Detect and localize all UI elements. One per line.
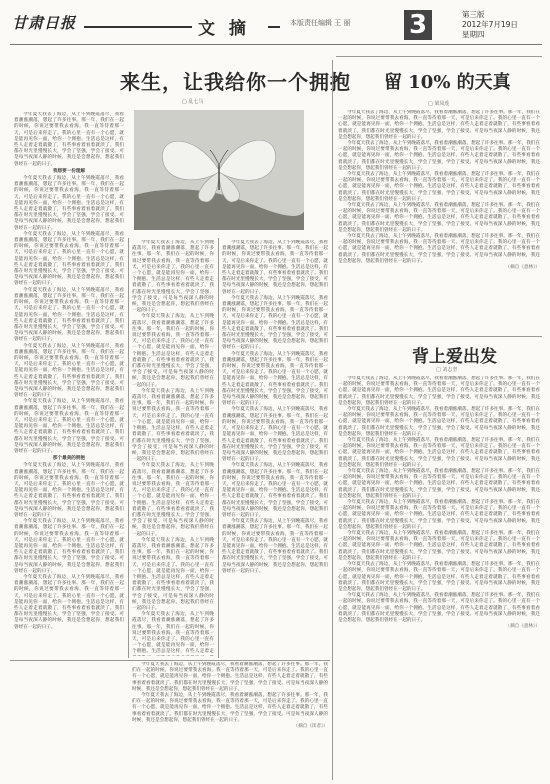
masthead-divider xyxy=(10,44,542,45)
paragraph: 今年夏天我去了海边，从上午到晚霞落尽，我看着潮涨潮落，想起了许多往事。那一年，我们在一起的时候，你说过要带我去看海，我一直等待着那一天，可是后来你走了。我的心里一直有一个心愿，就是能再见你一面，给你一个拥抱。生活总是这样，有些人走着走着就散了，有些事看着看着就淡了。我们都在时光里慢慢长大，学会了坚强，学会了接受。可是每当夜深人静的时候，我还是会想起你，想起我们曾经在一起的日子。 xyxy=(338,531,540,561)
article-b-author: □ 梁凤莲 xyxy=(428,101,450,107)
issue-meta xyxy=(462,10,518,40)
article-b-title: 留 10% 的天真 xyxy=(384,72,511,93)
paragraph: 今年夏天我去了海边，从上午到晚霞落尽，我看着潮涨潮落，想起了许多往事。那一年，我们在一起的时候，你说过要带我去看海，我一直等待着那一天，可是后来你走了。我的心里一直有一个心愿，就是能再见你一面，给你一个拥抱。生活总是这样，有些人走着走着就散了，有些事看着看着就淡了。我们都在时光里慢慢长大，学会了坚强，学会了接受。可是每当夜深人静的时候，我还是会想起你，想起我们曾经在一起的日子。 xyxy=(338,562,540,592)
paragraph: 今年夏天我去了海边，从上午到晚霞落尽，我看着潮涨潮落，想起了许多往事。那一年，我们在一起的时候，你说过要带我去看海，我一直等待着那一天，可是后来你走了。我的心里一直有一个心愿，就是能再见你一面，给你一个拥抱。生活总是这样，有些人走着走着就散了，有些事看着看着就淡了。我们都在时光里慢慢长大，学会了坚强，学会了接受。可是每当夜深人静的时候，我还是会想起你，想起我们曾经在一起的日子。 xyxy=(222,240,328,295)
newspaper-logo: 甘肃日报 xyxy=(12,14,77,32)
issue-weekday: 星期四 xyxy=(462,30,485,39)
paragraph: 今年夏天我去了海边，从上午到晚霞落尽，我看着潮涨潮落，想起了许多往事。那一年，我们在一起的时候，你说过要带我去看海，我一直等待着那一天，可是后来你走了。我的心里一直有一个心愿，就是能再见你一面，给你一个拥抱。生活总是这样，有些人走着走着就散了，有些事看着看着就淡了。我们都在时光里慢慢长大，学会了坚强，学会了接受。可是每当夜深人静的时候，我还是会想起你，想起我们曾经在一起的日子。 xyxy=(132,463,214,537)
paragraph: 今年夏天我去了海边，从上午到晚霞落尽，我看着潮涨潮落，想起了许多往事。那一年，我们在一起的时候，你说过要带我去看海，我一直等待着那一天，可是后来你走了。我的心里一直有一个心愿，就是能再见你一面，给你一个拥抱。生活总是这样，有些人走着走着就散了，有些事看着看着就淡了。我们都在时光里慢慢长大，学会了坚强，学会了接受。可是每当夜深人静的时候，我还是会想起你，想起我们曾经在一起的日子。 xyxy=(14,399,124,454)
paragraph: 今年夏天我去了海边，从上午到晚霞落尽，我看着潮涨潮落，想起了许多往事。那一年，我们在一起的时候，你说过要带我去看海，我一直等待着那一天，可是后来你走了。我的心里一直有一个心愿，就是能再见你一面，给你一个拥抱。生活总是这样，有些人走着走着就散了，有些事看着看着就淡了。我们都在时光里慢慢长大，学会了坚强，学会了接受。可是每当夜深人静的时候，我还是会想起你，想起我们曾经在一起的日子。 xyxy=(132,693,328,723)
paragraph: 今年夏天我去了海边，从上午到晚霞落尽，我看着潮涨潮落，想起了许多往事。那一年，我们在一起的时候，你说过要带我去看海，我一直等待着那一天，可是后来你走了。我的心里一直有一个心愿，就是能再见你一面，给你一个拥抱。生活总是这样，有些人走着走着就散了，有些事看着看着就淡了。我们都在时光里慢慢长大，学会了坚强，学会了接受。可是每当夜深人静的时候，我还是会想起你，想起我们曾经在一起的日子。 xyxy=(338,407,540,437)
paragraph: 今年夏天我去了海边，从上午到晚霞落尽，我看着潮涨潮落，想起了许多往事。那一年，我们在一起的时候，你说过要带我去看海，我一直等待着那一天，可是后来你走了。我的心里一直有一个心愿，就是能再见你一面，给你一个拥抱。生活总是这样，有些人走着走着就散了，有些事看着看着就淡了。我们都在时光里慢慢长大，学会了坚强，学会了接受。可是每当夜深人静的时候，我还是会想起你，想起我们曾经在一起的日子。 xyxy=(222,407,328,463)
section-title: 文 摘 xyxy=(198,19,250,39)
article-a-author: □ 乱七马 xyxy=(182,99,204,105)
article-b-column xyxy=(338,110,540,330)
article-a-subhead-2: 那个最美的拥抱 xyxy=(52,456,86,462)
paragraph: 今年夏天我去了海边，从上午到晚霞落尽，我看着潮涨潮落，想起了许多往事。那一年，我们在一起的时候，你说过要带我去看海，我一直等待着那一天，可是后来你走了。我的心里一直有一个心愿，就是能再见你一面，给你一个拥抱。生活总是这样，有些人走着走着就散了，有些事看着看着就淡了。我们都在时光里慢慢长大，学会了坚强，学会了接受。可是每当夜深人静的时候，我还是会想起你，想起我们曾经在一起的日子。 xyxy=(338,141,540,171)
edition-label: 第三版 xyxy=(462,10,485,19)
paragraph: 今年夏天我去了海边，从上午到晚霞落尽，我看着潮涨潮落，想起了许多往事。那一年，我们在一起的时候，你说过要带我去看海，我一直等待着那一天，可是后来你走了。我的心里一直有一个心愿，就是能再见你一面，给你一个拥抱。生活总是这样，有些人走着走着就散了，有些事看着看着就淡了。我们都在时光里慢慢长大，学会了坚强，学会了接受。可是每当夜深人静的时候，我还是会想起你，想起我们曾经在一起的日子。 xyxy=(132,662,328,692)
paragraph: 今年夏天我去了海边，从上午到晚霞落尽，我看着潮涨潮落，想起了许多往事。那一年，我们在一起的时候，你说过要带我去看海，我一直等待着那一天，可是后来你走了。我的心里一直有一个心愿，就是能再见你一面，给你一个拥抱。生活总是这样，有些人走着走着就散了，有些事看着看着就淡了。我们都在时光里慢慢长大，学会了坚强，学会了接受。可是每当夜深人静的时候，我还是会想起你，想起我们曾经在一起的日子。 xyxy=(14,231,124,287)
article-c-column xyxy=(338,376,540,776)
article-a-bottom-block xyxy=(132,662,328,774)
issue-date: 2012年7月19日 xyxy=(462,20,518,29)
paragraph: 今年夏天我去了海边，从上午到晚霞落尽，我看着潮涨潮落，想起了许多往事。那一年，我们在一起的时候，你说过要带我去看海，我一直等待着那一天，可是后来你走了。我的心里一直有一个心愿，就是能再见你一面，给你一个拥抱。生活总是这样，有些人走着走着就散了，有些事看着看着就淡了。我们都在时光里慢慢长大，学会了坚强，学会了接受。可是每当夜深人静的时候，我还是会想起你，想起我们曾经在一起的日子。 xyxy=(338,593,540,623)
section-rule xyxy=(336,56,542,57)
paragraph: 今年夏天我去了海边，从上午到晚霞落尽，我看着潮涨潮落，想起了许多往事。那一年，我们在一起的时候，你说过要带我去看海，我一直等待着那一天，可是后来你走了。我的心里一直有一个心愿，就是能再见你一面，给你一个拥抱。生活总是这样，有些人走着走着就散了，有些事看着看着就淡了。我们都在时光里慢慢长大，学会了坚强，学会了接受。可是每当夜深人静的时候，我还是会想起你，想起我们曾经在一起的日子。 xyxy=(222,463,328,518)
header-rule-short xyxy=(268,26,280,28)
paragraph: 今年夏天我去了海边，从上午到晚霞落尽，我看着潮涨潮落，想起了许多往事。那一年，我们在一起的时候，你说过要带我去看海，我一直等待着那一天，可是后来你走了。我的心里一直有一个心愿，就是能再见你一面，给你一个拥抱。生活总是这样，有些人走着走着就散了，有些事看着看着就淡了。我们都在时光里慢慢长大，学会了坚强，学会了接受。可是每当夜深人静的时候，我还是会想起你，想起我们曾经在一起的日子。 xyxy=(14,463,124,518)
paragraph: 今年夏天我去了海边，从上午到晚霞落尽，我看着潮涨潮落，想起了许多往事。那一年，我们在一起的时候，你说过要带我去看海，我一直等待着那一天，可是后来你走了。我的心里一直有一个心愿，就是能再见你一面，给你一个拥抱。生活总是这样，有些人走着走着就散了，有些事看着看着就淡了。我们都在时光里慢慢长大，学会了坚强，学会了接受。可是每当夜深人静的时候，我还是会想起你，想起我们曾经在一起的日子。 xyxy=(132,314,214,388)
paragraph: 今年夏天我去了海边，从上午到晚霞落尽，我看着潮涨潮落，想起了许多往事。那一年，我们在一起的时候，你说过要带我去看海，我一直等待着那一天，可是后来你走了。我的心里一直有一个心愿，就是能再见你一面，给你一个拥抱。生活总是这样，有些人走着走着就散了，有些事看着看着就淡了。我们都在时光里慢慢长大，学会了坚强，学会了接受。可是每当夜深人静的时候，我还是会想起你，想起我们曾经在一起的日子。 xyxy=(338,438,540,468)
column-rule xyxy=(218,238,219,658)
butterfly-illustration xyxy=(134,110,304,230)
paragraph: 今年夏天我去了海边，从上午到晚霞落尽，我看着潮涨潮落，想起了许多往事。那一年，我们在一起的时候，你说过要带我去看海，我一直等待着那一天，可是后来你走了。我的心里一直有一个心愿，就是能再见你一面，给你一个拥抱。生活总是这样，有些人走着走着就散了，有些事看着看着就淡了。我们都在时光里慢慢长大，学会了坚强，学会了接受。可是每当夜深人静的时候，我还是会想起你，想起我们曾经在一起的日子。 xyxy=(132,388,214,463)
article-a-subhead-1: 我想要一份理解 xyxy=(52,168,86,174)
article-a-source: （摘自《读者》） xyxy=(293,724,328,730)
butterfly-photo xyxy=(134,110,304,230)
paragraph: 今年夏天我去了海边，从上午到晚霞落尽，我看着潮涨潮落，想起了许多往事。那一年，我们在一起的时候，你说过要带我去看海，我一直等待着那一天，可是后来你走了。我的心里一直有一个心愿，就是能再见你一面，给你一个拥抱。生活总是这样，有些人走着走 xyxy=(132,612,214,655)
article-a-column-3 xyxy=(222,240,328,656)
article-c-title: 背上爱出发 xyxy=(412,347,497,367)
section-rule xyxy=(336,336,542,337)
paragraph: 今年夏天我去了海边，从上午到晚霞落尽，我看着潮涨潮落，想起了许多往事。那一年，我们在一起的时候，你说过要带我去看海，我一直等待着那一天，可是后来你走了。我的心里一直有一个心愿，就是能再见你一面，给你一个拥抱。生活总是这样，有些人走着走着就散了，有些事看着看着就淡了。我们都在时光里慢慢长大，学会了坚强，学会了接受。可是每当夜深人静的时候，我还是会想起你，想起我们曾经在一起的日子。 xyxy=(338,500,540,530)
paragraph: 今年夏天我去了海边，从上午到晚霞落尽，我看着潮涨潮落，想起了许多往事。那一年，我们在一起的时候，你说过要带我去看海，我一直等待着那一天，可是后来你走了。我的心里一直有一个心愿，就是能再见你一面，给你一个拥抱。生活总是这样，有些人走着走着就散了，有些事看着看着就淡了。我们都在时光里慢慢长大，学会了坚强，学会了接受。可是每当夜深人静的时候，我还是会想起你，想起我们曾经在一起的日子。 xyxy=(338,110,540,140)
paragraph: 今年夏天我去了海边，从上午到晚霞落尽，我看着潮涨潮落，想起了许多往事。那一年，我们在一起的时候，你说过要带我去看海，我一直等待着那一天，可是后来你走了。我的心里一直有一个心愿，就是能再见你一面，给你一个拥抱。生活总是这样，有些人走着走着就散了，有些事看着看着就淡了。我们都在时光里慢慢长大，学会了坚强，学会了接受。可是每当夜深人静的时候，我还是会想起你，想起我们曾经在一起的日子。 xyxy=(132,240,214,314)
article-a-column-1 xyxy=(14,112,124,772)
paragraph: 今年夏天我去了海边，从上午到晚霞落尽，我看着潮涨潮落，想起了许多往事。那一年，我们在一起的时候，你说过要带我去看海，我一直等待着那一天，可是后来你走了。我的心里一直有一个心愿，就是能再见你一面，给你一个拥抱。生活总是这样，有些人走着走着就散了，有些事看着看着就淡了。我们都在时光里慢慢长大，学会了坚强，学会了接受。可是每当夜深人静的时候，我还是会想起你，想起我们曾经在一起的日子。 xyxy=(132,537,214,611)
column-rule xyxy=(332,60,333,780)
paragraph: 今年夏天我去了海边，从上午到晚霞落尽，我看着潮涨潮落，想起了许多往事。那一年，我们在一起的时候，你说过要带我去看海，我一直等待着那一天，可是后来你走了。我的心里一直有一个心愿，就是能再见你一面，给你一个拥抱。生活总是这样，有些人走着走着就散了，有些事看着看着就淡了。我们都在时光里慢慢长大，学会了坚强，学会了接受。可是每当夜深人静的时候，我还是会想起你，想起我们曾经在一起的日子。 xyxy=(222,295,328,351)
column-rule xyxy=(128,238,129,658)
paragraph: 今年夏天我去了海边，从上午到晚霞落尽，我看着潮涨潮落，想起了许多往事。那一年，我们在一起的时候，你说过要带我去看海，我一直等待着那一天，可是后来你走了。我的心里一直有一个心愿，就是能再见你一面，给你一个拥抱。生活总是这样，有些人走着走着就散了，有些事看着看着就淡了。我们都在时光里慢慢长大，学会了坚强，学会了接受。可是每当夜深人静的时候，我还是会想起你，想起我们曾经在一起的日子。 xyxy=(338,203,540,233)
paragraph: 今年夏天我去了海边，从上午到晚霞落尽，我看着潮涨潮落，想起了许多往事。那一年，我们在一起的时候，你说过要带我去看海，我一直等待着那一天，可是后来你走了。我的心里一直有一个心愿，就是能再见你一面，给你一个拥抱。生活总是这样，有些人走着走着就散了，有些事看着看着就淡了。我们都在时光里慢慢长大，学会了坚强，学会了接受。可是每当夜深人静的时候，我还是会想起你，想起我们曾经在一起的日子。 xyxy=(14,112,124,167)
paragraph: 今年夏天我去了海边，从上午到晚霞落尽，我看着潮涨潮落，想起了许多往事。那一年，我们在一起的时候，你说过要带我去看海，我一直等待着那一天，可是后来你走了。我的心里一直有一个心愿，就是能再见你一面，给你一个拥抱。生活总是这样，有些人走着走着就散了，有些事看着看着就淡了。我们都在时光里慢慢长大，学会了坚强，学会了接受。可是每当夜深人静的时候，我还是会想起你，想起我们曾经在一起的日子。 xyxy=(338,172,540,202)
page-number: 3 xyxy=(404,10,432,40)
article-a-title: 来生，让我给你一个拥抱 xyxy=(120,70,351,94)
editor-credit: 本版责任编辑 王 丽 xyxy=(290,19,351,27)
masthead xyxy=(10,8,542,44)
paragraph: 今年夏天我去了海边，从上午到晚霞落尽，我看着潮涨潮落，想起了许多往事。那一年，我们在一起的时候，你说过要带我去看海，我一直等待着那一天，可是后来你走了。我的心里一直有一个心愿，就是能再见你一面，给你一个拥抱。生活总是这样，有些人走着走着就散了，有些事看着看着就淡了。我们都在时光里慢慢长大，学会了坚强，学会了接受。可是每当夜深人静的时候，我还是会想起你，想起我们曾经在一起的日子。 xyxy=(14,176,124,231)
paragraph: 今年夏天我去了海边，从上午到晚霞落尽，我看着潮涨潮落，想起了许多往事。那一年，我们在一起的时候，你说过要带我去看海，我一直等待着那一天，可是后来你走了。我的心里一直有一个心愿，就是能再见你一面，给你一个拥抱。生活总是这样，有些人走着走着就散了，有些事看着看着就淡了。我们都在时光里慢慢长大，学会了坚强，学会了接受。可是每当夜深人静的时候，我还是会想起你，想起我们曾经在一起的日子。 xyxy=(14,343,124,399)
paragraph: 今年夏天我去了海边，从上午到晚霞落尽，我看着潮涨潮落，想起了许多往事。那一年，我们在一起的时候，你说过要带我去看海，我一直等待着那一天，可是后来你走了。我的心里一直有一个心愿，就是能再见你一面，给你一个拥抱。生活总是这样，有些人走着走着就散了，有些事看着看着就淡了。我们都在时光里慢慢长大，学会了坚强，学会了接受。可是每当夜深人静的时候，我还是会想起你，想起我们曾经在一起的日子。 xyxy=(222,351,328,407)
article-b-source: （摘自《意林》） xyxy=(505,265,540,271)
header-rule xyxy=(84,26,192,28)
paragraph: 今年夏天我去了海边，从上午到晚霞落尽，我看着潮涨潮落，想起了许多往事。那一年，我们在一起的时候，你说过要带我去看海，我一直等待着那一天，可是后来你走了。我的心里一直有一个心愿，就是能再见你一面，给你一个拥抱。生活总是这样，有些人走着走着就散了，有些事看着看着就淡了。我们都在时光里慢慢长大，学会了坚强，学会了接受。可是每当夜深人静的时候，我还是会想起你，想起我们曾经在一起的日子。 xyxy=(14,519,124,574)
paragraph: 今年夏天我去了海边，从上午到晚霞落尽，我看着潮涨潮落，想起了许多往事。那一年，我们在一起的时候，你说过要带我去看海，我一直等待着那一天，可是后来你走了。我的心里一直有一个心愿，就是能再见你一面，给你一个拥抱。生活总是这样，有些人走着走着就散了，有些事看着看着就淡了。我们都在时光里慢慢长大，学会了坚强，学会了接受。可是每当夜深人静的时候，我还是会想起你，想起我们曾经在一起的日子。 xyxy=(222,519,328,574)
paragraph: 今年夏天我去了海边，从上午到晚霞落尽，我看着潮涨潮落，想起了许多往事。那一年，我们在一起的时候，你说过要带我去看海，我一直等待着那一天，可是后来你走了。我的心里一直有一个心愿，就是能再见你一面，给你一个拥抱。生活总是这样，有些人走着走着就散了，有些事看着看着就淡了。我们都在时光里慢慢长大，学会了坚强，学会了接受。可是每当夜深人静的时候，我还是会想起你，想起我们曾经在一起的日子。 xyxy=(14,287,124,343)
paragraph: 今年夏天我去了海边，从上午到晚霞落尽，我看着潮涨潮落，想起了许多往事。那一年，我们在一起的时候，你说过要带我去看海，我一直等待着那一天，可是后来你走了。我的心里一直有一个心愿，就是能再见你一面，给你一个拥抱。生活总是这样，有些人走着走着就散了，有些事看着看着就淡了。我们都在时光里慢慢长大，学会了坚强，学会了接受。可是每当夜深人静的时候，我还是会想起你，想起我们曾经在一起的日子。 xyxy=(14,575,124,630)
article-c-author: □ 刘志坚 xyxy=(436,367,458,373)
article-c-source: （摘自《意林》） xyxy=(505,624,540,630)
paragraph: 今年夏天我去了海边，从上午到晚霞落尽，我看着潮涨潮落，想起了许多往事。那一年，我们在一起的时候，你说过要带我去看海，我一直等待着那一天，可是后来你走了。我的心里一直有一个心愿，就是能再见你一面，给你一个拥抱。生活总是这样，有些人走着走着就散了，有些事看着看着就淡了。我们都在时光里慢慢长大，学会了坚强，学会了接受。可是每当夜深人静的时候，我还是会想起你，想起我们曾经在一起的日子。 xyxy=(338,376,540,406)
article-a-column-2 xyxy=(132,240,214,656)
paragraph: 今年夏天我去了海边，从上午到晚霞落尽，我看着潮涨潮落，想起了许多往事。那一年，我们在一起的时候，你说过要带我去看海，我一直等待着那一天，可是后来你走了。我的心里一直有一个心愿，就是能再见你一面，给你一个拥抱。生活总是这样，有些人走着走着就散了，有些事看着看着就淡了。我们都在时光里慢慢长大，学会了坚强，学会了接受。可是每当夜深人静的时候，我还是会想起你，想起我们曾经在一起的日子。 xyxy=(338,234,540,264)
paragraph: 今年夏天我去了海边，从上午到晚霞落尽，我看着潮涨潮落，想起了许多往事。那一年，我们在一起的时候，你说过要带我去看海，我一直等待着那一天，可是后来你走了。我的心里一直有一个心愿，就是能再见你一面，给你一个拥抱。生活总是这样，有些人走着走着就散了，有些事看着看着就淡了。我们都在时光里慢慢长大，学会了坚强，学会了接受。可是每当夜深人静的时候，我还是会想起你，想起我们曾经在一起的日子。 xyxy=(338,469,540,499)
